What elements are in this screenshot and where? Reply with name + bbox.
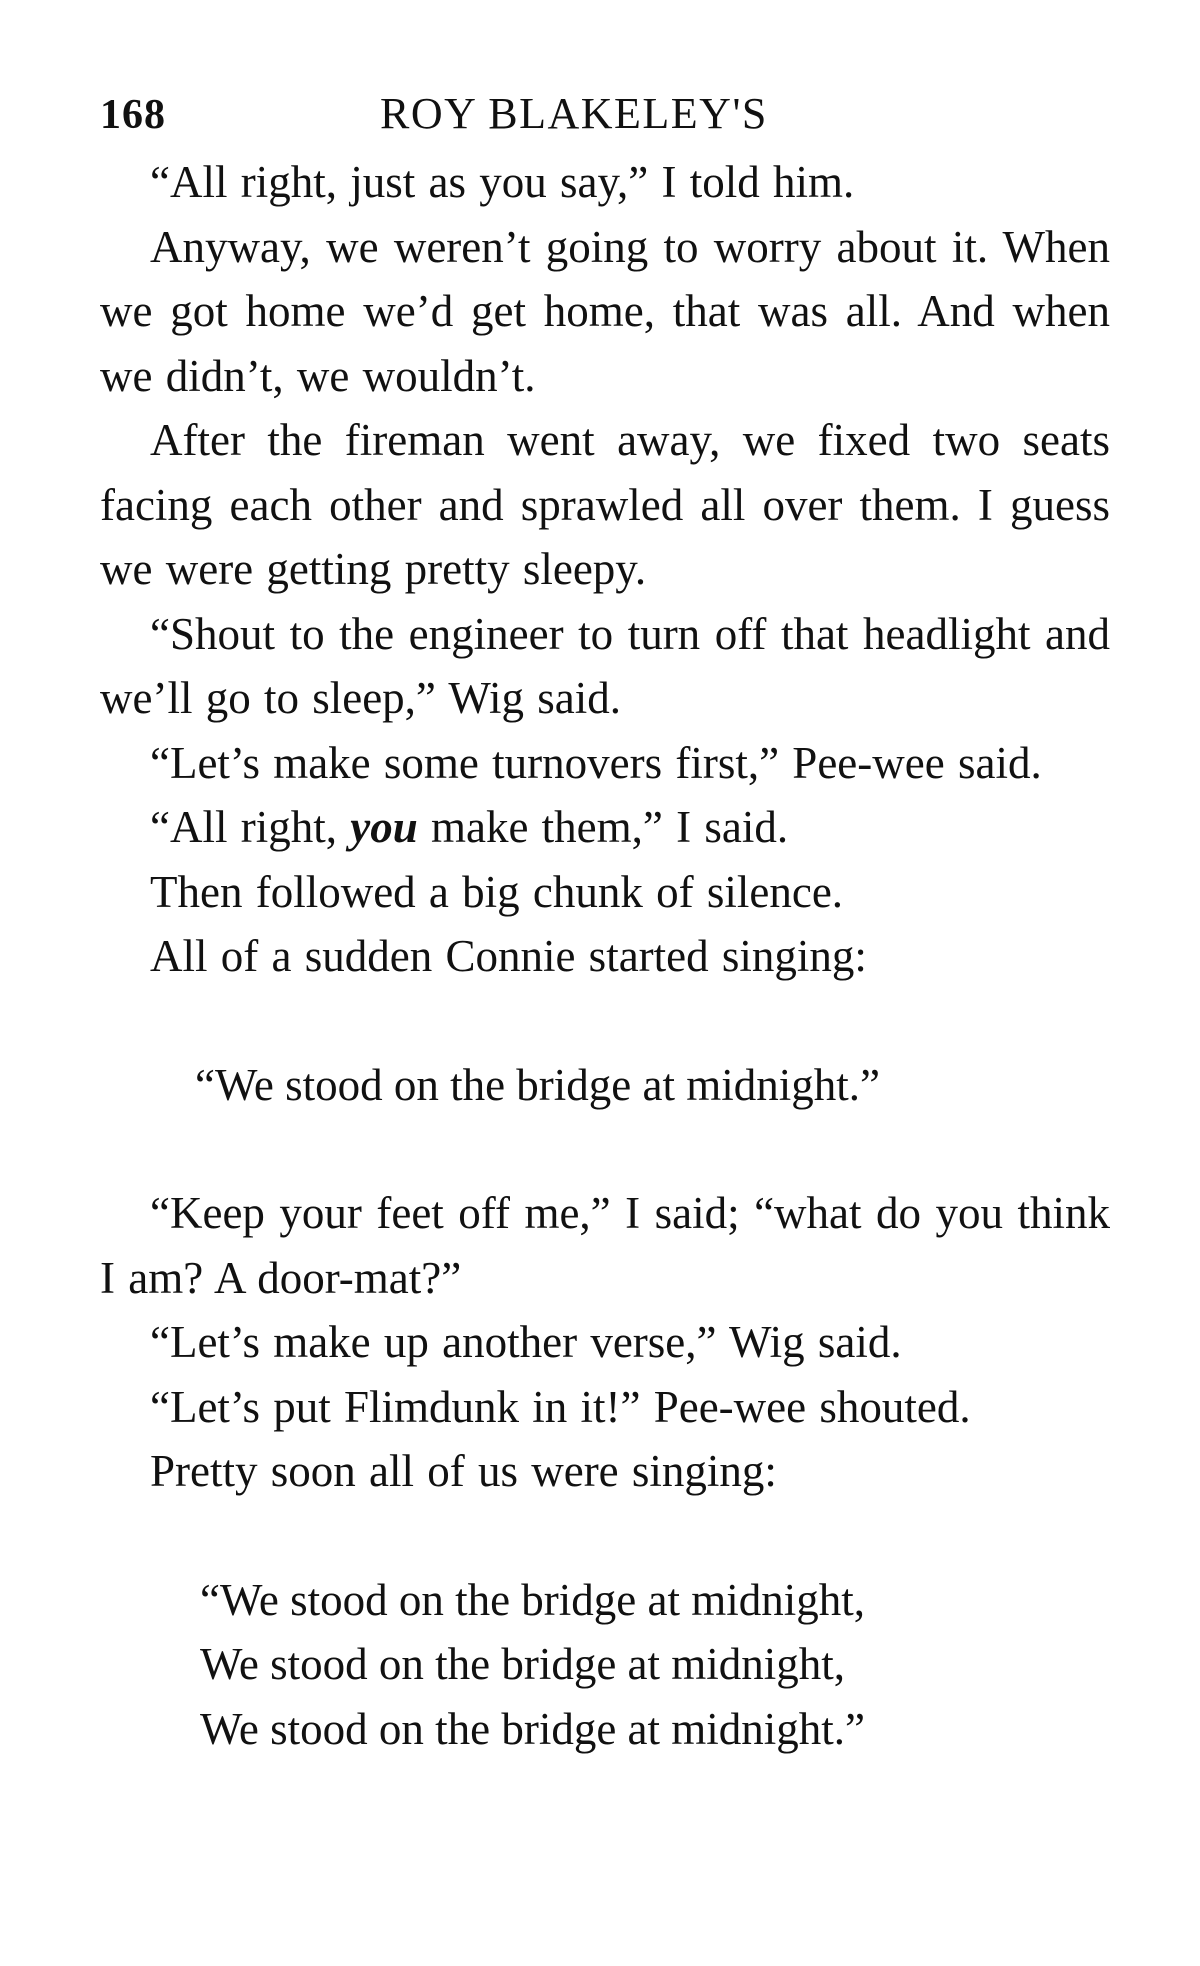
song-verse — [100, 1053, 1110, 1118]
paragraph: “Let’s put Flimdunk in it!” Pee-wee shouted. — [150, 1381, 971, 1432]
paragraph-text: “All right, — [150, 802, 351, 852]
paragraph: “Let’s make some turnovers first,” Pee-wee said. — [150, 737, 1042, 788]
running-head: ROY BLAKELEY'S — [380, 89, 768, 138]
paragraph: “Shout to the engineer to turn off that headlight and we’ll go to sleep,” Wig said. — [100, 608, 1110, 723]
paragraph: “Let’s make up another verse,” Wig said. — [150, 1317, 902, 1367]
song-verse — [100, 1568, 1110, 1762]
book-page — [100, 88, 1110, 1761]
paragraph: “Keep your feet off me,” I said; “what do you think I am? A door-mat?” — [100, 1188, 1110, 1303]
paragraph: Then followed a big chunk of silence. — [150, 866, 844, 917]
paragraph: Pretty soon all of us were singing: — [150, 1446, 777, 1496]
paragraph — [100, 795, 1110, 860]
page-header — [100, 88, 1110, 150]
emphasized-word: you — [350, 802, 418, 852]
paragraph: “All right, just as you say,” I told him. — [150, 157, 855, 207]
paragraph: Anyway, we weren’t going to worry about it. When we got home we’d get home, that was all. And when we didn’t, we wouldn’t. — [100, 221, 1110, 401]
page-number: 168 — [100, 92, 166, 138]
paragraph: After the fireman went away, we fixed two seats facing each other and sprawled all over them. I guess we were getting pretty sleepy. — [100, 415, 1110, 594]
paragraph-text: make them,” I said. — [417, 802, 789, 852]
paragraph: All of a sudden Connie started singing: — [150, 931, 867, 981]
verse-line: “We stood on the bridge at midnight.” — [195, 1059, 880, 1110]
verse-line: We stood on the bridge at midnight.” — [200, 1703, 866, 1754]
verse-line: We stood on the bridge at midnight, — [200, 1639, 846, 1689]
verse-line: “We stood on the bridge at midnight, — [200, 1574, 866, 1625]
body-text — [100, 150, 1110, 1761]
